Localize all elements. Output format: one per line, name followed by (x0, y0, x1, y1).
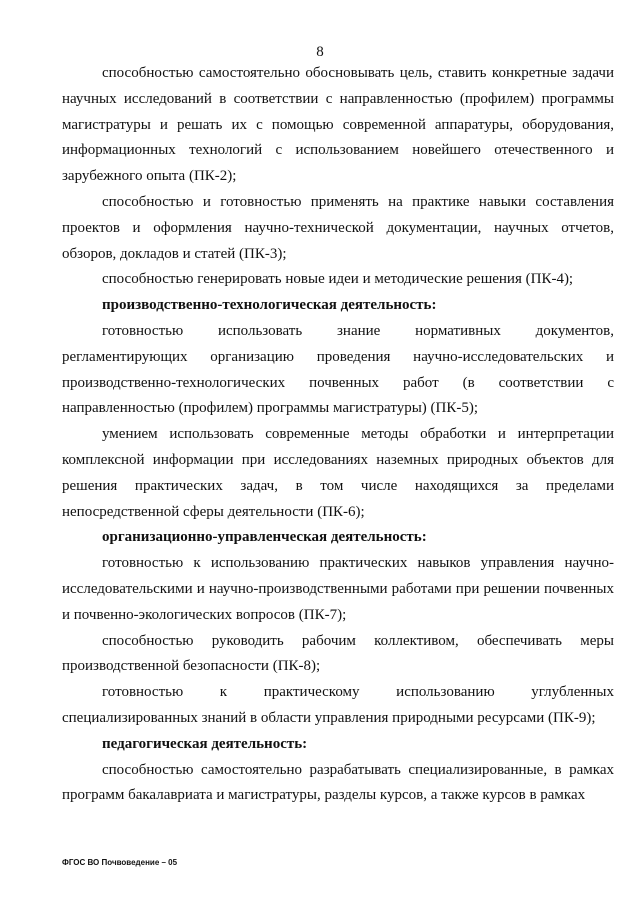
paragraph-pk8: способностью руководить рабочим коллективом, обеспечивать меры производственной безопасности (ПК-8); (62, 632, 614, 675)
page-number: 8 (316, 44, 324, 60)
paragraph-pk7: готовностью к использованию практических навыков управления научно-исследовательскими и научно-производственными работами при решении почвенных и почвенно-экологических вопросов (ПК-7); (62, 555, 614, 623)
paragraph-pk3: способностью и готовностью применять на практике навыки составления проектов и оформления научно-технической документации, научных отчетов, обзоров, докладов и статей (ПК-3); (62, 193, 614, 262)
footer-text: ФГОС ВО Почвоведение – 05 (62, 858, 178, 867)
paragraph-pk6: умением использовать современные методы обработки и интерпретации комплексной информации при исследованиях наземных природных объектов для решения практических задач, в том числе находящихся за пределами непосредственной сферы деятельности (ПК-6); (62, 426, 614, 520)
document-body (62, 61, 614, 809)
paragraph-pk2: способностью самостоятельно обосновывать цель, ставить конкретные задачи научных исследований в соответствии с направленностью (профилем) программы магистратуры и решать их с помощью современной аппаратуры, оборудования, информационных технологий с использованием новейшего отечественного и зарубежного опыта (ПК-2); (62, 65, 614, 185)
paragraph-pk5: готовностью использовать знание нормативных документов, регламентирующих организацию проведения научно-исследовательских и производственно-технологических почвенных работ (в соответствии с направленностью (профилем) программы магистратуры) (ПК-5); (62, 322, 614, 417)
section-heading-production: производственно-технологическая деятельность: (102, 297, 437, 314)
section-heading-pedagogical: педагогическая деятельность: (102, 735, 308, 752)
paragraph-pk4: способностью генерировать новые идеи и методические решения (ПК-4); (102, 271, 574, 288)
paragraph-pedagogical: способностью самостоятельно разрабатывать специализированные, в рамках программ бакалавриата и магистратуры, разделы курсов, а также курсов в рамках (62, 761, 614, 804)
paragraph-pk9: готовностью к практическому использованию углубленных специализированных знаний в области управления природными ресурсами (ПК-9); (62, 684, 614, 726)
section-heading-management: организационно-управленческая деятельность: (102, 529, 427, 546)
